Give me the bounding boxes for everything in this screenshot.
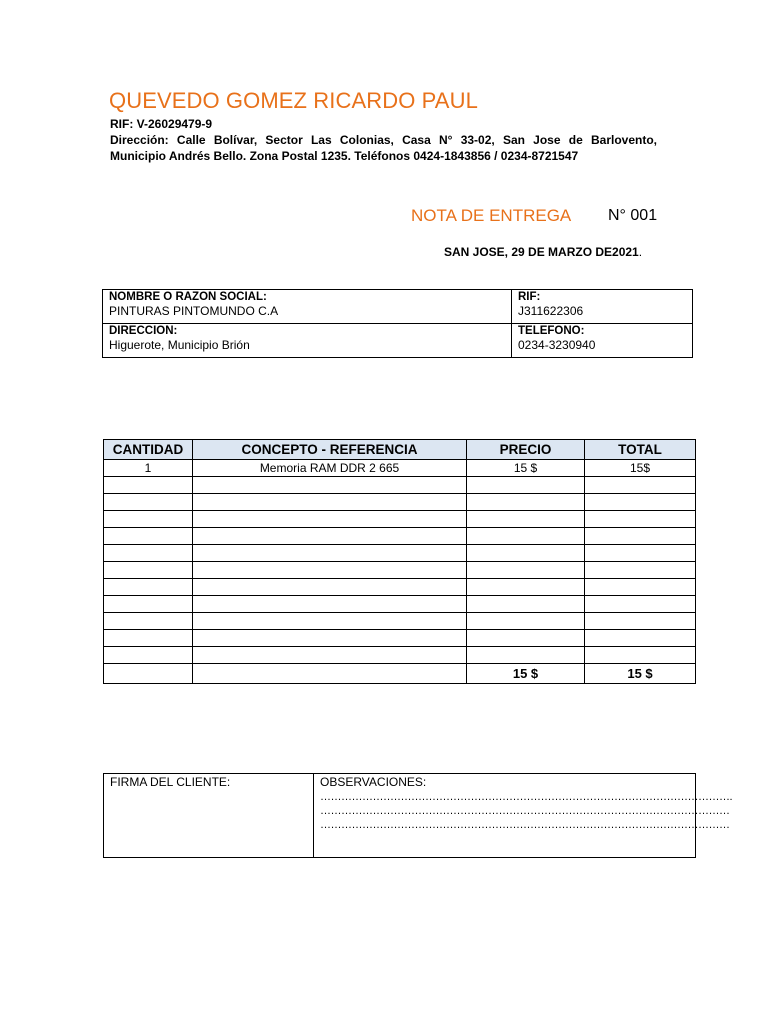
cell-concepto [193, 647, 467, 664]
client-rif-cell [512, 290, 693, 324]
cell-concepto [193, 613, 467, 630]
total-price: 15 $ [467, 664, 585, 684]
cell-total [585, 528, 696, 545]
cell-total [585, 494, 696, 511]
client-address-label: DIRECCION: [109, 325, 178, 337]
cell-total [585, 477, 696, 494]
observation-line-1: ………………………………………………………………………………………………………. [320, 791, 733, 803]
client-info-table [102, 289, 693, 358]
cell-total [585, 511, 696, 528]
header-precio: PRECIO [467, 440, 585, 460]
cell-cantidad [104, 545, 193, 562]
observations-label: OBSERVACIONES: [320, 775, 427, 789]
signature-label: FIRMA DEL CLIENTE: [110, 775, 231, 789]
table-row [104, 460, 696, 477]
cell-total [585, 647, 696, 664]
client-phone-cell [512, 324, 693, 358]
cell-cantidad [104, 647, 193, 664]
cell-concepto: Memoria RAM DDR 2 665 [193, 460, 467, 477]
items-body [104, 460, 696, 684]
grand-total: 15 $ [585, 664, 696, 684]
company-name: QUEVEDO GOMEZ RICARDO PAUL [109, 88, 478, 113]
client-rif-label: RIF: [518, 291, 541, 303]
cell-precio [467, 494, 585, 511]
table-row [104, 613, 696, 630]
company-rif: RIF: V-26029479-9 [110, 117, 213, 131]
header-cantidad: CANTIDAD [104, 440, 193, 460]
document-number: N° 001 [608, 207, 658, 224]
cell-precio [467, 528, 585, 545]
client-row-1 [103, 290, 693, 324]
cell-concepto [193, 528, 467, 545]
cell-total: 15$ [585, 460, 696, 477]
signature-row [104, 774, 696, 858]
cell-cantidad [104, 528, 193, 545]
cell-concepto [193, 630, 467, 647]
document-title: NOTA DE ENTREGA [411, 206, 572, 225]
observations-cell [314, 774, 733, 858]
client-address-cell [103, 324, 512, 358]
cell-concepto [193, 545, 467, 562]
signature-cell [104, 774, 314, 858]
date-suffix: . [638, 245, 643, 259]
cell-empty [193, 664, 467, 684]
table-row [104, 562, 696, 579]
table-row [104, 596, 696, 613]
cell-total [585, 613, 696, 630]
table-row [104, 579, 696, 596]
observation-line-3: ……………………………………………………………………………………………………… [320, 819, 730, 831]
cell-total [585, 596, 696, 613]
cell-total [585, 562, 696, 579]
table-row [104, 477, 696, 494]
cell-concepto [193, 511, 467, 528]
cell-precio [467, 630, 585, 647]
cell-cantidad [104, 596, 193, 613]
cell-total [585, 545, 696, 562]
client-name-label: NOMBRE O RAZON SOCIAL: [109, 291, 267, 303]
cell-cantidad [104, 630, 193, 647]
totals-row [104, 664, 696, 684]
table-row [104, 545, 696, 562]
cell-concepto [193, 579, 467, 596]
cell-total [585, 579, 696, 596]
cell-concepto [193, 562, 467, 579]
cell-cantidad [104, 613, 193, 630]
cell-precio [467, 562, 585, 579]
cell-precio [467, 511, 585, 528]
cell-cantidad [104, 579, 193, 596]
observation-line-2: ……………………………………………………………………………………………………… [320, 805, 730, 817]
client-address-value: Higuerote, Municipio Brión [109, 338, 250, 352]
cell-precio [467, 545, 585, 562]
table-row [104, 511, 696, 528]
cell-concepto [193, 596, 467, 613]
header-total: TOTAL [585, 440, 696, 460]
signature-table [103, 773, 733, 858]
client-name-value: PINTURAS PINTOMUNDO C.A [109, 304, 279, 318]
client-name-cell [103, 290, 512, 324]
table-row [104, 494, 696, 511]
cell-cantidad [104, 562, 193, 579]
table-row [104, 528, 696, 545]
table-row [104, 630, 696, 647]
header-concepto: CONCEPTO - REFERENCIA [193, 440, 467, 460]
client-phone-label: TELEFONO: [518, 325, 585, 337]
cell-precio [467, 579, 585, 596]
client-rif-value: J311622306 [518, 304, 584, 318]
items-table [103, 439, 696, 684]
date-text: SAN JOSE, 29 DE MARZO DE2021 [444, 245, 639, 259]
cell-cantidad [104, 477, 193, 494]
cell-concepto [193, 477, 467, 494]
cell-precio: 15 $ [467, 460, 585, 477]
cell-cantidad [104, 511, 193, 528]
document-date [444, 245, 642, 259]
client-row-2 [103, 324, 693, 358]
client-phone-value: 0234-3230940 [518, 338, 596, 352]
cell-concepto [193, 494, 467, 511]
items-header-row [104, 440, 696, 460]
company-address: Dirección: Calle Bolívar, Sector Las Colonias, Casa N° 33-02, San Jose de Barlovento, Municipio Andrés Bello. Zona Postal 1235. Teléfonos 0424-1843856 / 0234-8721547 [110, 133, 657, 163]
cell-cantidad [104, 494, 193, 511]
cell-precio [467, 477, 585, 494]
cell-cantidad: 1 [104, 460, 193, 477]
cell-empty [104, 664, 193, 684]
table-row [104, 647, 696, 664]
cell-precio [467, 613, 585, 630]
cell-total [585, 630, 696, 647]
cell-precio [467, 647, 585, 664]
cell-precio [467, 596, 585, 613]
